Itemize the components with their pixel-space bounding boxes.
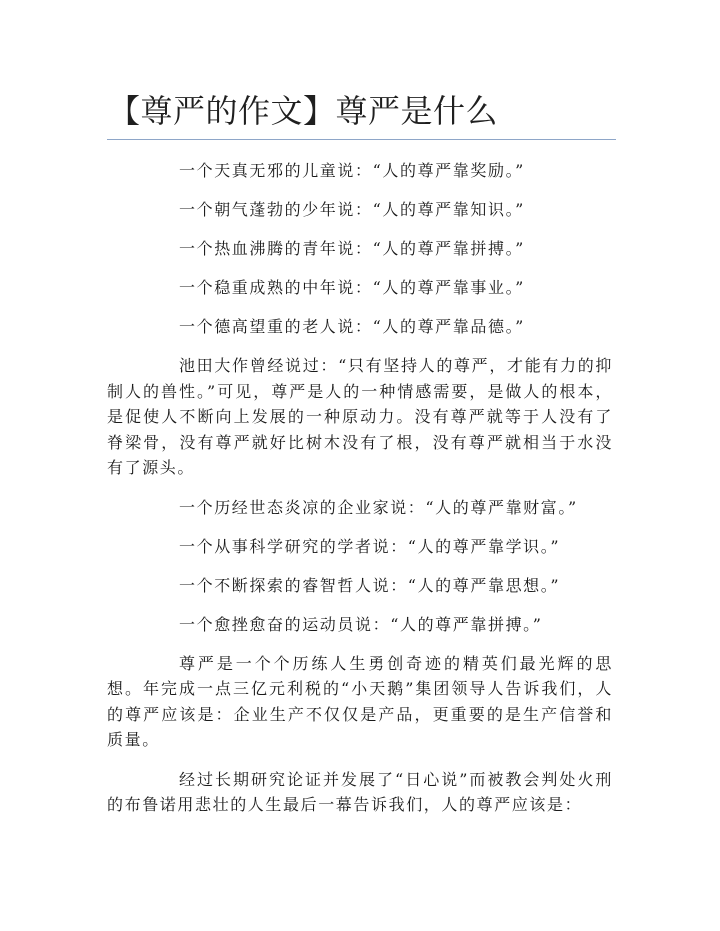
quote-line-youth: 一个热血沸腾的青年说：“人的尊严靠拼搏。” <box>179 239 525 258</box>
quote-line-elder: 一个德高望重的老人说：“人的尊严靠品德。” <box>179 317 525 336</box>
quote-line-child: 一个天真无邪的儿童说：“人的尊严靠奖励。” <box>179 161 525 180</box>
quote-line-scholar: 一个从事科学研究的学者说：“人的尊严靠学识。” <box>179 536 561 556</box>
quote-line-middle-aged: 一个稳重成熟的中年说：“人的尊严靠事业。” <box>179 278 525 297</box>
quote-line-philosopher: 一个不断探索的睿智哲人说：“人的尊严靠思想。” <box>179 575 561 595</box>
title-underline <box>107 139 616 140</box>
paragraph-ikeda: 池田大作曾经说过：“只有坚持人的尊严，才能有力的抑制人的兽性。”可见，尊严是人的一种情感需要，是做人的根本，是促使人不断向上发展的一种原动力。没有尊严就等于人没有了脊梁骨，没有尊严就好比树木没有了根，没有尊严就相当于水没有了源头。 <box>107 356 613 477</box>
paragraph-bruno: 经过长期研究论证并发展了“日心说”而被教会判处火刑的布鲁诺用悲壮的人生最后一幕告诉我们，人的尊严应该是： <box>107 769 613 814</box>
paragraph-elites: 尊严是一个个历练人生勇创奇迹的精英们最光辉的思想。年完成一点三亿元利税的“小天鹅”集团领导人告诉我们，人的尊严应该是：企业生产不仅仅是产品，更重要的是生产信誉和质量。 <box>107 653 613 749</box>
quote-line-teen: 一个朝气蓬勃的少年说：“人的尊严靠知识。” <box>179 200 525 219</box>
document-body <box>107 158 613 832</box>
quote-line-athlete: 一个愈挫愈奋的运动员说：“人的尊严靠拼搏。” <box>179 614 543 634</box>
quote-line-entrepreneur: 一个历经世态炎凉的企业家说：“人的尊严靠财富。” <box>179 497 578 517</box>
document-title: 【尊严的作文】尊严是什么 <box>108 92 499 130</box>
